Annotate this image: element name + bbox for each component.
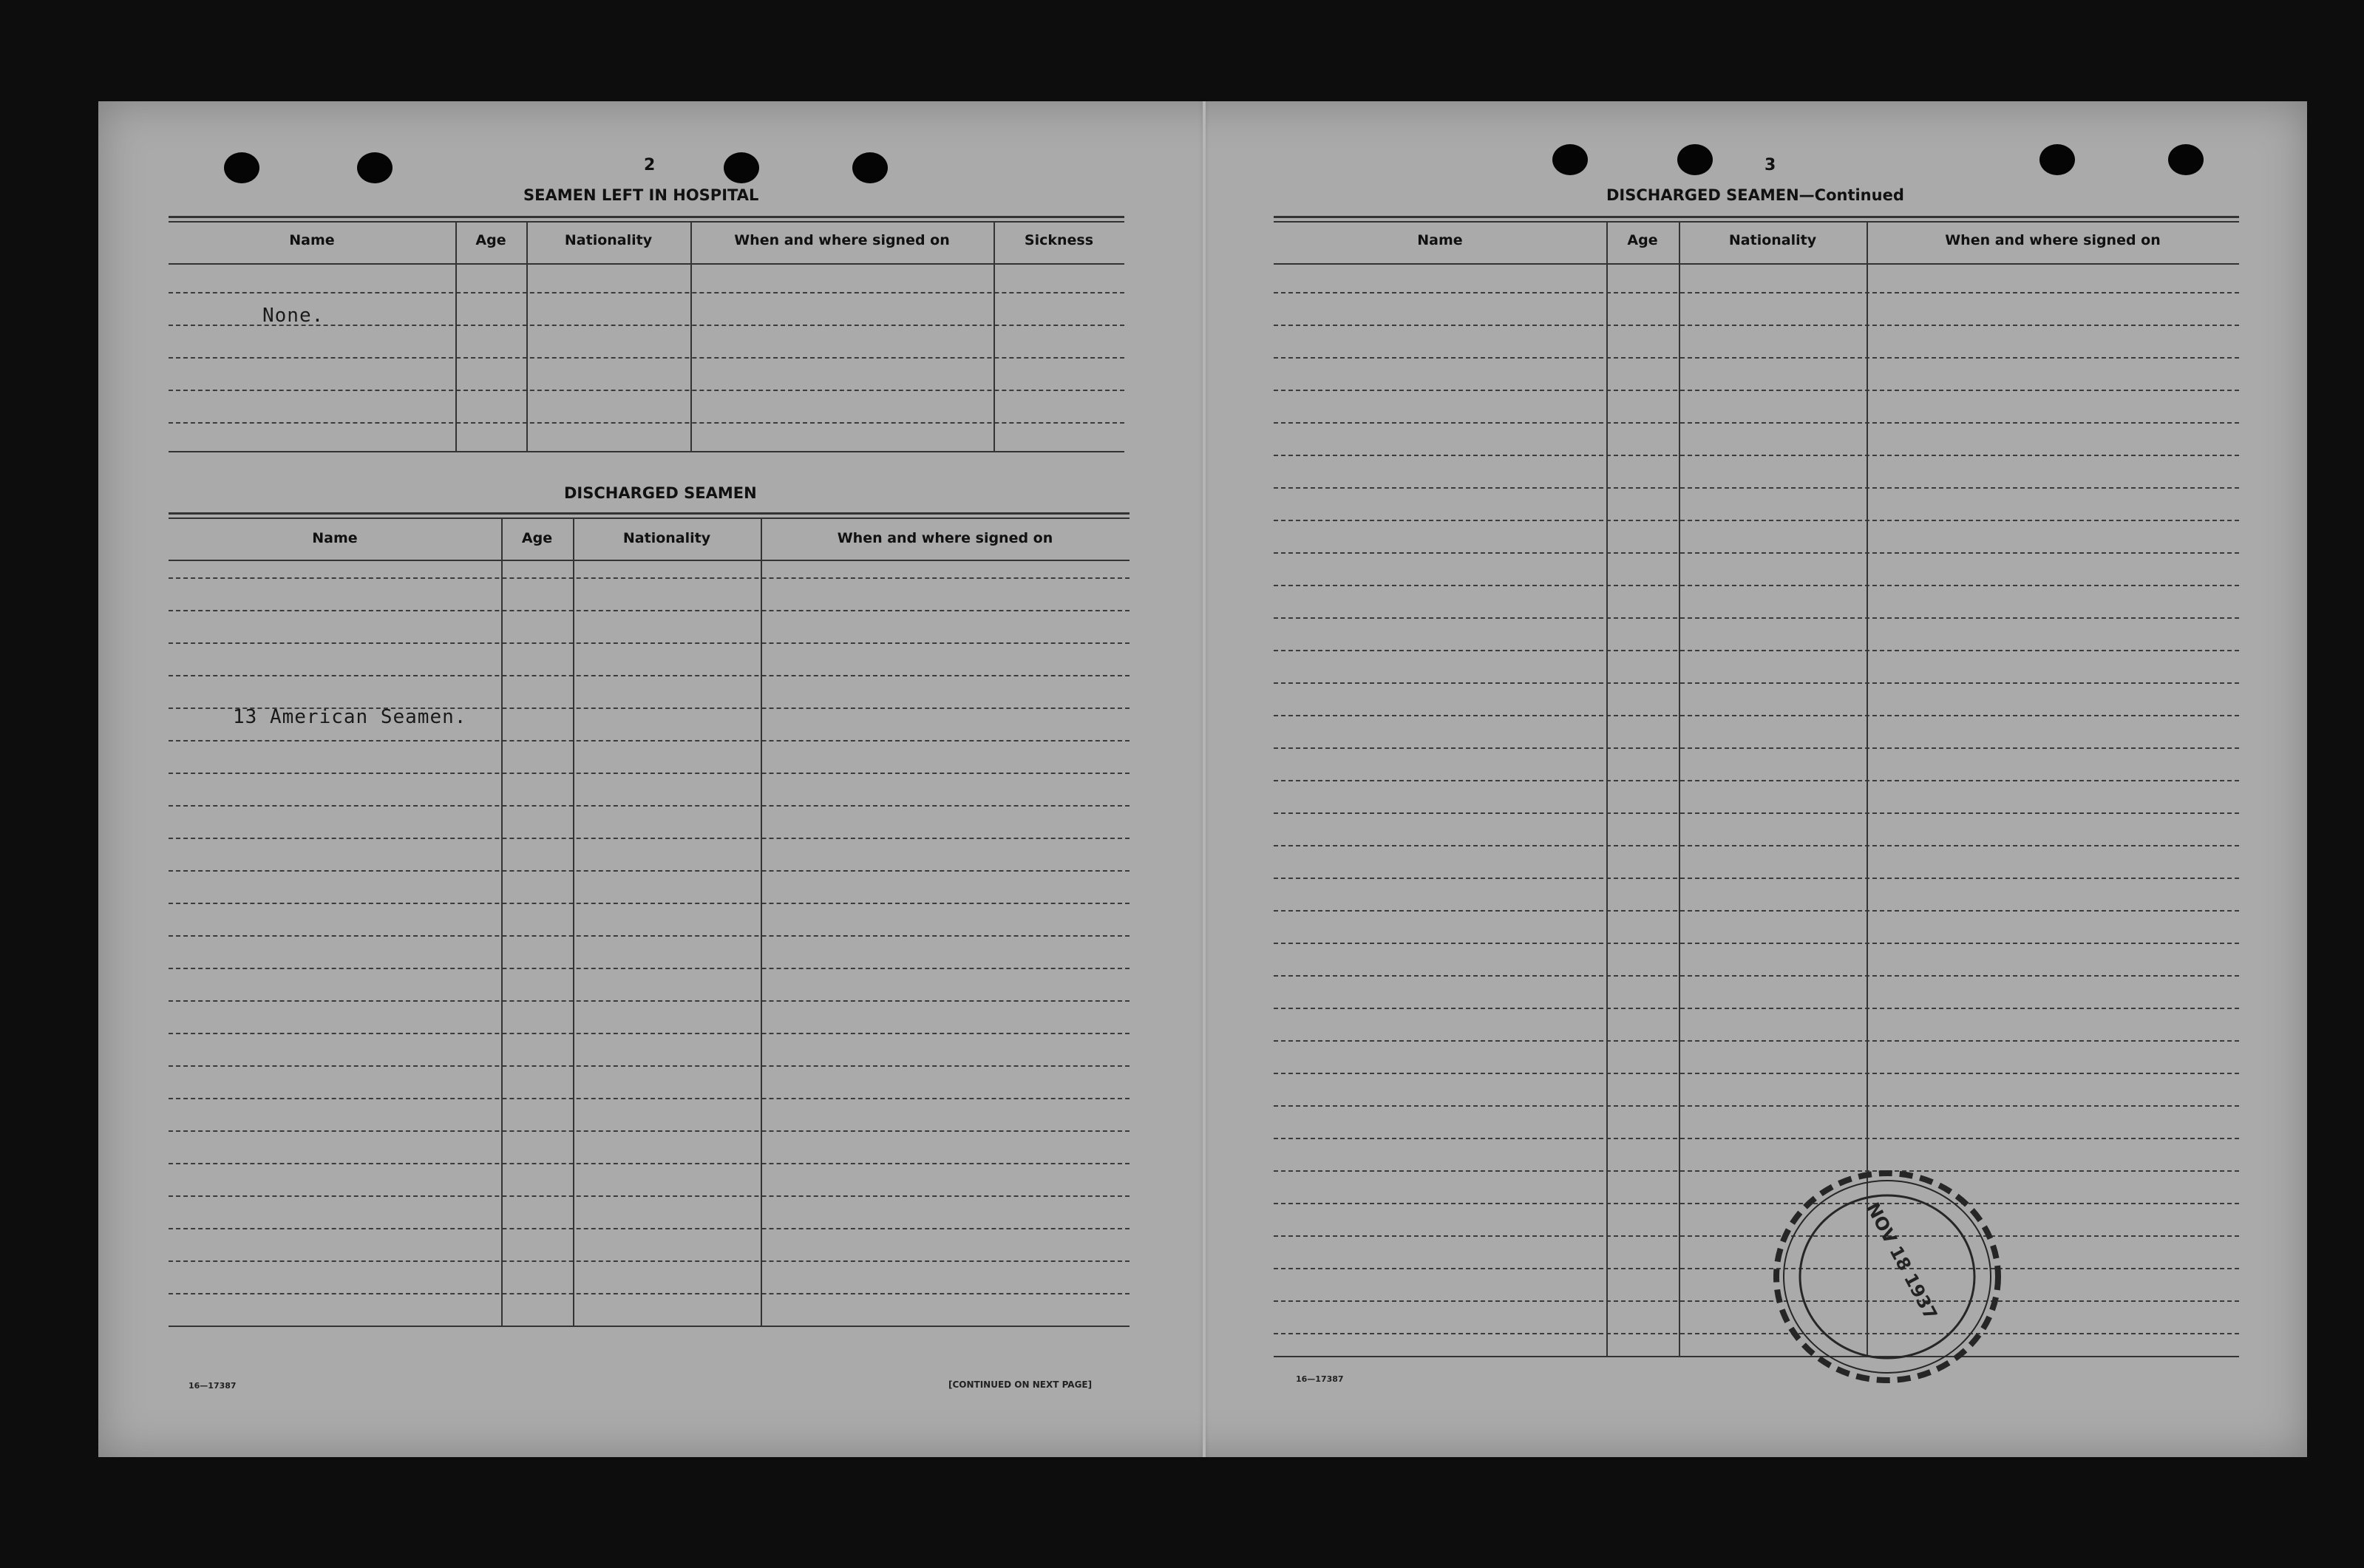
column-header-age: Age — [521, 530, 553, 546]
column-header-signed-on: When and where signed on — [1945, 232, 2161, 248]
page-number-right: 3 — [1764, 156, 1776, 174]
column-header-name: Name — [312, 530, 358, 546]
receipt-stamp — [1769, 1162, 2020, 1391]
discharged-table-left — [169, 512, 1130, 1377]
stamp-ring — [1769, 1162, 2020, 1391]
page-number-left: 2 — [644, 156, 656, 174]
column-header-signed-on: When and where signed on — [734, 232, 950, 248]
column-header-nationality: Nationality — [622, 530, 711, 546]
punch-hole — [1552, 144, 1588, 175]
column-header-signed-on: When and where signed on — [837, 530, 1053, 546]
punch-hole — [1677, 144, 1713, 175]
column-header-nationality: Nationality — [564, 232, 653, 248]
stamp-date: NOV 18 1937 — [1862, 1199, 1942, 1323]
column-header-nationality: Nationality — [1728, 232, 1817, 248]
punch-hole — [2168, 144, 2204, 175]
hospital-section-title: SEAMEN LEFT IN HOSPITAL — [523, 186, 759, 204]
column-header-age: Age — [475, 232, 506, 248]
form-number-right: 16—17387 — [1296, 1374, 1344, 1384]
column-header-name: Name — [1417, 232, 1463, 248]
column-header-sickness: Sickness — [1024, 232, 1094, 248]
discharged-continued-title — [1606, 186, 1904, 204]
column-header-name: Name — [289, 232, 335, 248]
punch-hole — [224, 152, 259, 183]
section-subtitle: —Continued — [1799, 186, 1904, 204]
page-fold — [1203, 101, 1206, 1457]
form-number-left: 16—17387 — [188, 1381, 237, 1391]
discharged-entry: 13 American Seamen. — [233, 706, 467, 728]
discharged-table-right — [1274, 216, 2239, 1369]
punch-hole — [2039, 144, 2075, 175]
punch-hole — [357, 152, 393, 183]
punch-hole — [724, 152, 759, 183]
punch-hole — [852, 152, 888, 183]
discharged-section-title: DISCHARGED SEAMEN — [564, 484, 757, 502]
continued-note: [CONTINUED ON NEXT PAGE] — [948, 1379, 1093, 1390]
column-header-age: Age — [1627, 232, 1658, 248]
section-title: DISCHARGED SEAMEN — [1606, 186, 1799, 204]
hospital-entry: None. — [262, 305, 325, 327]
